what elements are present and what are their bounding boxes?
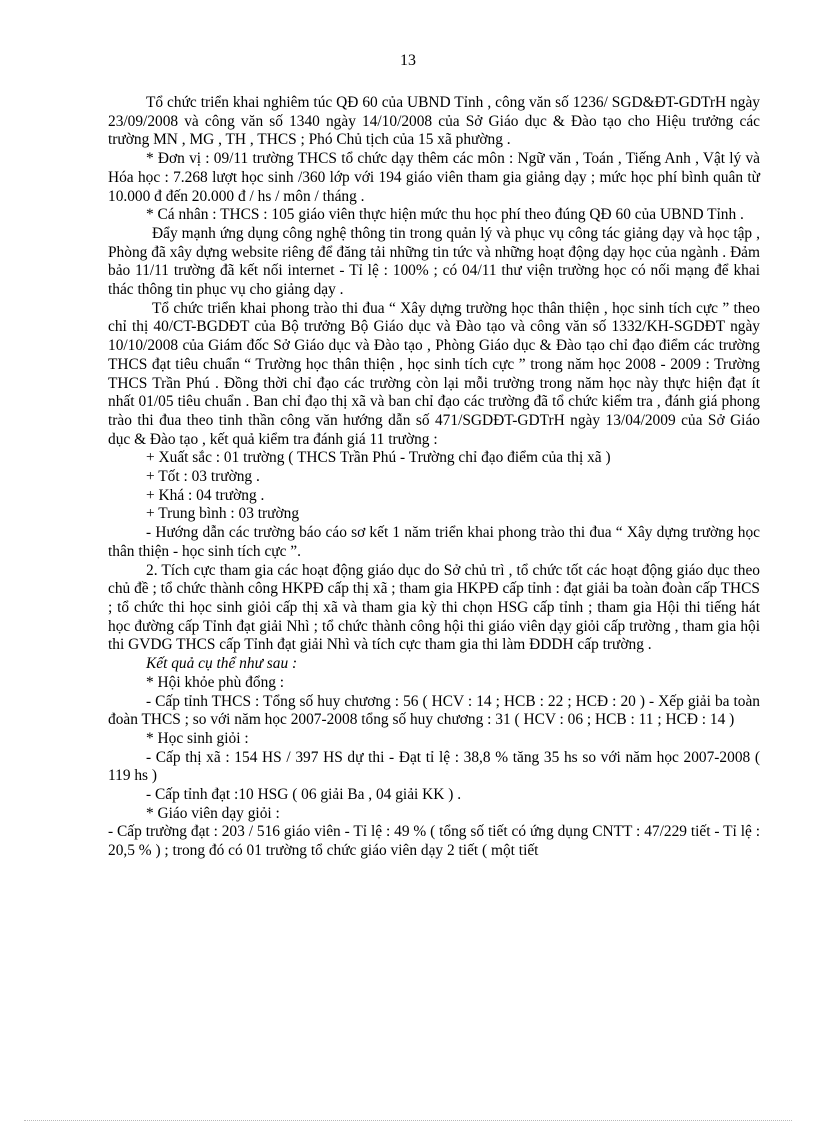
paragraph-cntt: Đẩy mạnh ứng dụng công nghệ thông tin trong quản lý và phục vụ công tác giảng dạy và học tập , Phòng đã xây dựng website riêng để đăng tải những tin tức và những hoạt động dạy học của ngành . Đảm bảo 11/11 trường đã kết nối internet - Tỉ lệ : 100% ; có 04/11 thư viện trường học có nối mạng để khai thác thông tin phục vụ cho giảng dạy . <box>108 224 760 299</box>
result-good: + Tốt : 03 trường . <box>146 468 260 486</box>
paragraph-hsg-tinh: - Cấp tỉnh đạt :10 HSG ( 06 giải Ba , 04 giải KK ) . <box>146 786 462 804</box>
result-excellent: + Xuất sắc : 01 trường ( THCS Trần Phú - Trường chỉ đạo điểm của thị xã ) <box>146 449 611 467</box>
results-heading: Kết quả cụ thể như sau : <box>146 655 298 673</box>
paragraph-section-2: 2. Tích cực tham gia các hoạt động giáo dục do Sở chủ trì , tổ chức tốt các hoạt động giáo dục theo chủ đề ; tổ chức thành công HKPĐ cấp thị xã ; tham gia HKPĐ cấp tỉnh : đạt giải ba toàn đoàn cấp THCS ; tổ chức thi học sinh giỏi cấp thị xã và tham gia kỳ thi chọn HSG cấp tỉnh ; tham gia Hội thi tiếng hát học đường cấp Tỉnh đạt giải Nhì ; tổ chức thành công hội thi giáo viên dạy giỏi cấp trường , tham gia hội thi GVDG THCS cấp Tỉnh đạt giải Nhì và tích cực tham gia thi làm ĐDDH cấp trường . <box>108 561 760 654</box>
page-bottom-rule <box>24 1120 792 1121</box>
document-body <box>108 94 760 861</box>
subheading-gvdg: * Giáo viên dạy giỏi : <box>146 804 280 822</box>
paragraph-gvdg-truong: - Cấp trường đạt : 203 / 516 giáo viên - Tỉ lệ : 49 % ( tổng số tiết có ứng dụng CNTT : 47/229 tiết - Tỉ lệ : 20,5 % ) ; trong đó có 01 trường tổ chức giáo viên dạy 2 tiết ( một tiết <box>108 823 760 860</box>
subheading-hkpd: * Hội khỏe phù đổng : <box>146 673 285 691</box>
paragraph-qd60: Tổ chức triển khai nghiêm túc QĐ 60 của UBND Tỉnh , công văn số 1236/ SGD&ĐT-GDTrH ngày 23/09/2008 và công văn số 1340 ngày 14/10/2008 của Sở Giáo dục & Đào tạo cho Hiệu trưởng các trường MN , MG , TH , THCS ; Phó Chủ tịch của 15 xã phường . <box>108 94 760 149</box>
paragraph-ca-nhan: * Cá nhân : THCS : 105 giáo viên thực hiện mức thu học phí theo đúng QĐ 60 của UBND Tỉnh . <box>146 206 744 224</box>
paragraph-thi-dua: Tổ chức triển khai phong trào thi đua “ Xây dựng trường học thân thiện , học sinh tích cực ” theo chỉ thị 40/CT-BGDĐT của Bộ trưởng Bộ Giáo dục và Đào tạo và công văn số 1332/KH-SGDĐT ngày 10/10/2008 của Giám đốc Sở Giáo dục và Đào tạo , Phòng Giáo dục & Đào tạo chỉ đạo điểm các trường THCS đạt tiêu chuẩn “ Trường học thân thiện , học sinh tích cực ” trong năm học 2008 - 2009 : Trường THCS Trần Phú . Đồng thời chỉ đạo các trường còn lại mỗi trường trong năm học này thực hiện đạt ít nhất 01/05 tiêu chuẩn . Ban chỉ đạo thị xã và ban chỉ đạo các trường đã tổ chức kiểm tra , đánh giá phong trào thi đua theo tinh thần công văn hướng dẫn số 471/SGDĐT-GDTrH ngày 13/04/2009 của Sở Giáo dục & Đào tạo , kết quả kiểm tra đánh giá 11 trường : <box>108 299 760 448</box>
paragraph-huong-dan: - Hướng dẫn các trường báo cáo sơ kết 1 năm triển khai phong trào thi đua “ Xây dựng trường học thân thiện - học sinh tích cực ”. <box>108 524 760 560</box>
page-number: 13 <box>400 52 416 69</box>
subheading-hsg: * Học sinh giỏi : <box>146 729 249 747</box>
result-average: + Trung bình : 03 trường <box>146 505 300 523</box>
paragraph-hsg-thi-xa: - Cấp thị xã : 154 HS / 397 HS dự thi - Đạt tỉ lệ : 38,8 % tăng 35 hs so với năm học 2007-2008 ( 119 hs ) <box>108 748 760 785</box>
result-fair: + Khá : 04 trường . <box>146 486 265 504</box>
paragraph-hkpd-tinh: - Cấp tỉnh THCS : Tổng số huy chương : 56 ( HCV : 14 ; HCB : 22 ; HCĐ : 20 ) - Xếp giải ba toàn đoàn THCS ; so với năm học 2007-2008 tổng số huy chương : 31 ( HCV : 06 ; HCB : 11 ; HCĐ : 14 ) <box>108 692 760 729</box>
paragraph-don-vi: * Đơn vị : 09/11 trường THCS tổ chức dạy thêm các môn : Ngữ văn , Toán , Tiếng Anh , Vật lý và Hóa học : 7.268 lượt học sinh /360 lớp với 194 giáo viên tham gia giảng dạy ; mức học phí bình quân từ 10.000 đ đến 20.000 đ / hs / môn / tháng . <box>108 150 760 205</box>
